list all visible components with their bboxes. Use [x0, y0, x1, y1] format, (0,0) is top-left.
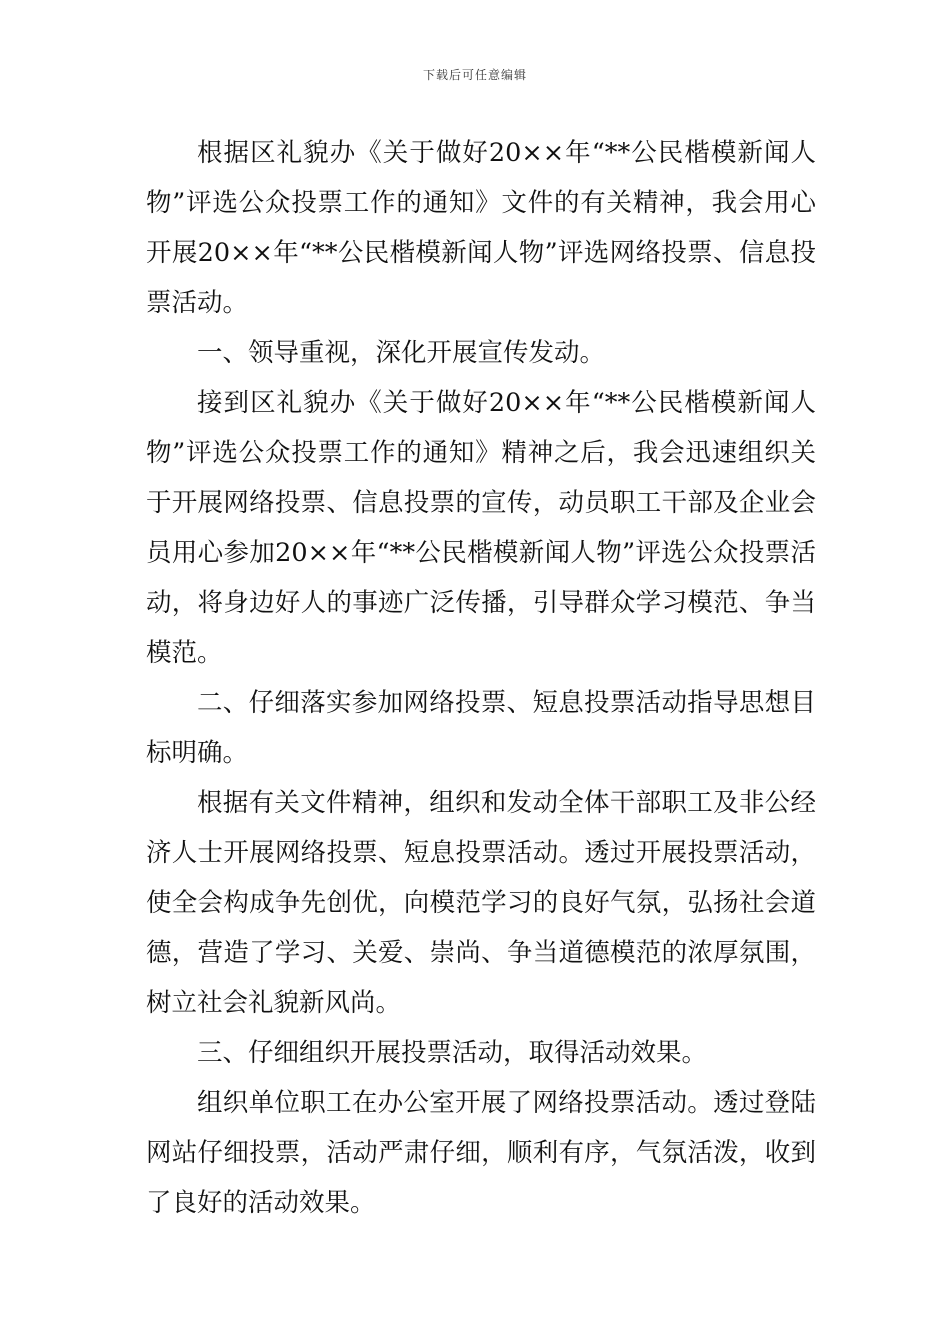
- section-heading-2: 二、仔细落实参加网络投票、短息投票活动指导思想目标明确。: [146, 688, 816, 768]
- document-body: [146, 128, 816, 1228]
- paragraph-intro: 根据区礼貌办《关于做好20××年“**公民楷模新闻人物”评选公众投票工作的通知》文件的有关精神，我会用心开展20××年“**公民楷模新闻人物”评选网络投票、信息投票活动。: [146, 138, 816, 318]
- section-heading-1: 一、领导重视，深化开展宣传发动。: [197, 338, 606, 368]
- section-heading-3: 三、仔细组织开展投票活动，取得活动效果。: [197, 1038, 708, 1068]
- paragraph-section-3: 组织单位职工在办公室开展了网络投票活动。透过登陆网站仔细投票，活动严肃仔细，顺利有序，气氛活泼，收到了良好的活动效果。: [146, 1088, 816, 1218]
- header-note: 下载后可任意编辑: [422, 68, 527, 82]
- paragraph-section-1: 接到区礼貌办《关于做好20××年“**公民楷模新闻人物”评选公众投票工作的通知》精神之后，我会迅速组织关于开展网络投票、信息投票的宣传，动员职工干部及企业会员用心参加20××年“**公民楷模新闻人物”评选公众投票活动，将身边好人的事迹广泛传播，引导群众学习模范、争当模范。: [146, 388, 816, 668]
- paragraph-section-2: 根据有关文件精神，组织和发动全体干部职工及非公经济人士开展网络投票、短息投票活动。透过开展投票活动，使全会构成争先创优，向模范学习的良好气氛，弘扬社会道德，营造了学习、关爱、崇尚、争当道德模范的浓厚氛围，树立社会礼貌新风尚。: [146, 788, 816, 1018]
